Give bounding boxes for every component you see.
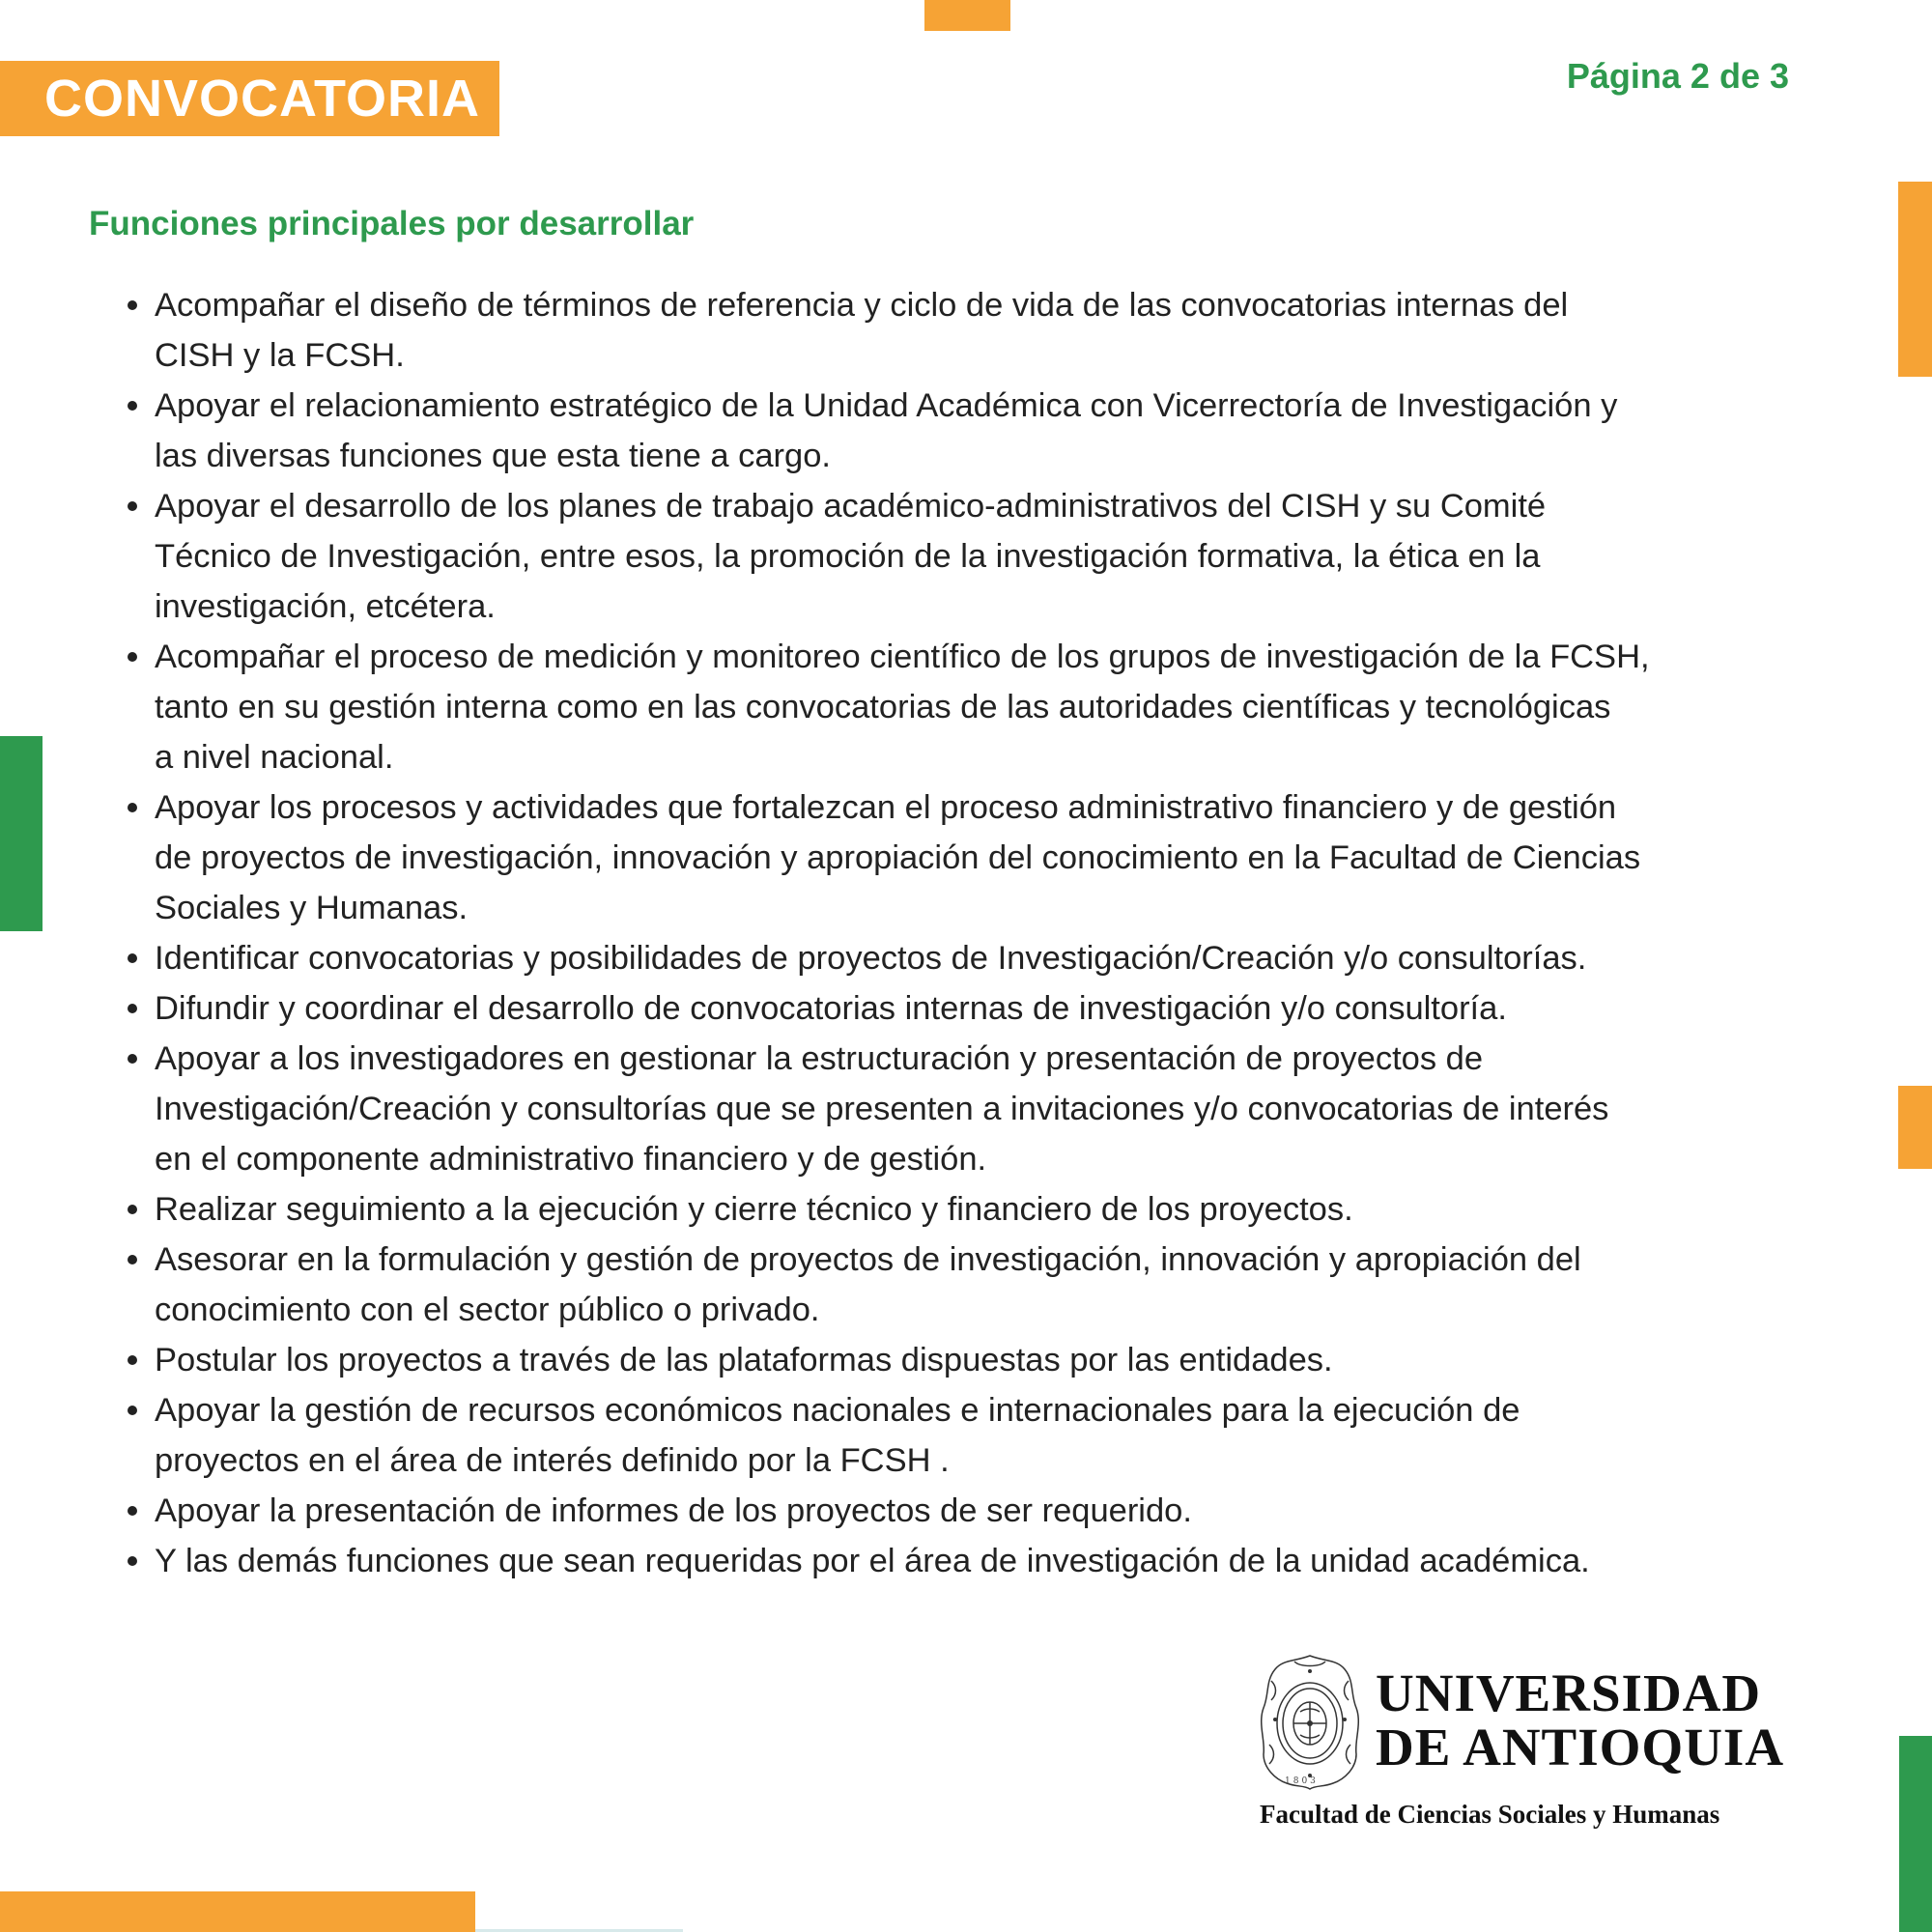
function-item: [155, 280, 1777, 381]
function-item-line: conocimiento con el sector público o privado.: [155, 1292, 820, 1328]
function-item-line: Apoyar la gestión de recursos económicos nacionales e internacionales para la ejecución de: [155, 1392, 1520, 1429]
functions-list: [155, 280, 1777, 1586]
bullet-icon: [128, 1406, 137, 1415]
bullet-icon: [128, 1004, 137, 1013]
faculty-name: Facultad de Ciencias Sociales y Humanas: [1260, 1800, 1720, 1829]
bullet-icon: [128, 401, 137, 411]
function-item-line: Postular los proyectos a través de las plataformas dispuestas por las entidades.: [155, 1342, 1333, 1378]
function-item: [155, 381, 1777, 481]
university-logo: [1256, 1647, 1816, 1840]
university-name-line2: DE ANTIOQUIA: [1376, 1718, 1785, 1776]
bullet-icon: [128, 1506, 137, 1516]
badge-label: CONVOCATORIA: [44, 70, 481, 128]
function-item-line: Apoyar a los investigadores en gestionar la estructuración y presentación de proyectos de: [155, 1040, 1484, 1077]
function-item-line: a nivel nacional.: [155, 739, 394, 776]
bullet-icon: [128, 1205, 137, 1214]
function-item: [155, 1235, 1777, 1335]
function-item-line: Apoyar los procesos y actividades que fortalezcan el proceso administrativo financiero y de gestión: [155, 789, 1617, 826]
function-item: [155, 933, 1777, 983]
function-item-line: Asesorar en la formulación y gestión de proyectos de investigación, innovación y apropiación del: [155, 1241, 1581, 1278]
function-item: [155, 481, 1777, 632]
function-item-line: Apoyar la presentación de informes de los proyectos de ser requerido.: [155, 1492, 1192, 1529]
function-item-line: CISH y la FCSH.: [155, 337, 405, 374]
right-accent-bar-bottom: [1899, 1736, 1932, 1932]
convocatoria-badge: [0, 61, 499, 136]
function-item-line: Y las demás funciones que sean requeridas por el área de investigación de la unidad académica.: [155, 1543, 1590, 1579]
seal-year: 1803: [1285, 1776, 1319, 1786]
right-accent-bar-middle: [1898, 1086, 1932, 1169]
function-item-line: las diversas funciones que esta tiene a cargo.: [155, 438, 832, 474]
function-item: [155, 983, 1777, 1034]
function-item-line: Acompañar el diseño de términos de referencia y ciclo de vida de las convocatorias internas del: [155, 287, 1569, 324]
bullet-icon: [128, 1255, 137, 1264]
left-accent-bar: [0, 736, 43, 931]
function-item: [155, 1184, 1777, 1235]
right-accent-bar-top: [1898, 182, 1932, 377]
bullet-icon: [128, 300, 137, 310]
bullet-icon: [128, 652, 137, 662]
function-item: [155, 1335, 1777, 1385]
bullet-icon: [128, 1355, 137, 1365]
function-item-line: Identificar convocatorias y posibilidades de proyectos de Investigación/Creación y/o consultorías.: [155, 940, 1587, 977]
page-indicator: Página 2 de 3: [1566, 56, 1789, 96]
function-item-line: Acompañar el proceso de medición y monitoreo científico de los grupos de investigación de la FCSH,: [155, 639, 1650, 675]
bullet-icon: [128, 1054, 137, 1064]
function-item: [155, 1385, 1777, 1486]
function-item-line: de proyectos de investigación, innovación y apropiación del conocimiento en la Facultad de Ciencias: [155, 839, 1641, 876]
function-item-line: Apoyar el desarrollo de los planes de trabajo académico-administrativos del CISH y su Comité: [155, 488, 1547, 525]
function-item-line: Difundir y coordinar el desarrollo de convocatorias internas de investigación y/o consultoría.: [155, 990, 1507, 1027]
function-item-line: proyectos en el área de interés definido por la FCSH .: [155, 1442, 950, 1479]
top-accent-bar: [924, 0, 1010, 31]
function-item-line: Apoyar el relacionamiento estratégico de la Unidad Académica con Vicerrectoría de Investigación y: [155, 387, 1618, 424]
function-item: [155, 782, 1777, 933]
function-item: [155, 1486, 1777, 1536]
function-item: [155, 632, 1777, 782]
function-item: [155, 1536, 1777, 1586]
bullet-icon: [128, 501, 137, 511]
function-item-line: Investigación/Creación y consultorías que se presenten a invitaciones y/o convocatorias de interés: [155, 1091, 1609, 1127]
function-item-line: investigación, etcétera.: [155, 588, 496, 625]
function-item-line: Sociales y Humanas.: [155, 890, 469, 926]
bullet-icon: [128, 953, 137, 963]
function-item-line: en el componente administrativo financiero y de gestión.: [155, 1141, 987, 1178]
university-name-line1: UNIVERSIDAD: [1376, 1663, 1762, 1722]
bullet-icon: [128, 1556, 137, 1566]
university-seal-icon: [1256, 1652, 1364, 1792]
bullet-icon: [128, 803, 137, 812]
bottom-accent-bar: [0, 1891, 475, 1932]
section-title: Funciones principales por desarrollar: [89, 205, 695, 242]
function-item: [155, 1034, 1777, 1184]
function-item-line: Realizar seguimiento a la ejecución y cierre técnico y financiero de los proyectos.: [155, 1191, 1353, 1228]
function-item-line: Técnico de Investigación, entre esos, la promoción de la investigación formativa, la ética en la: [155, 538, 1541, 575]
function-item-line: tanto en su gestión interna como en las convocatorias de las autoridades científicas y tecnológicas: [155, 689, 1611, 725]
